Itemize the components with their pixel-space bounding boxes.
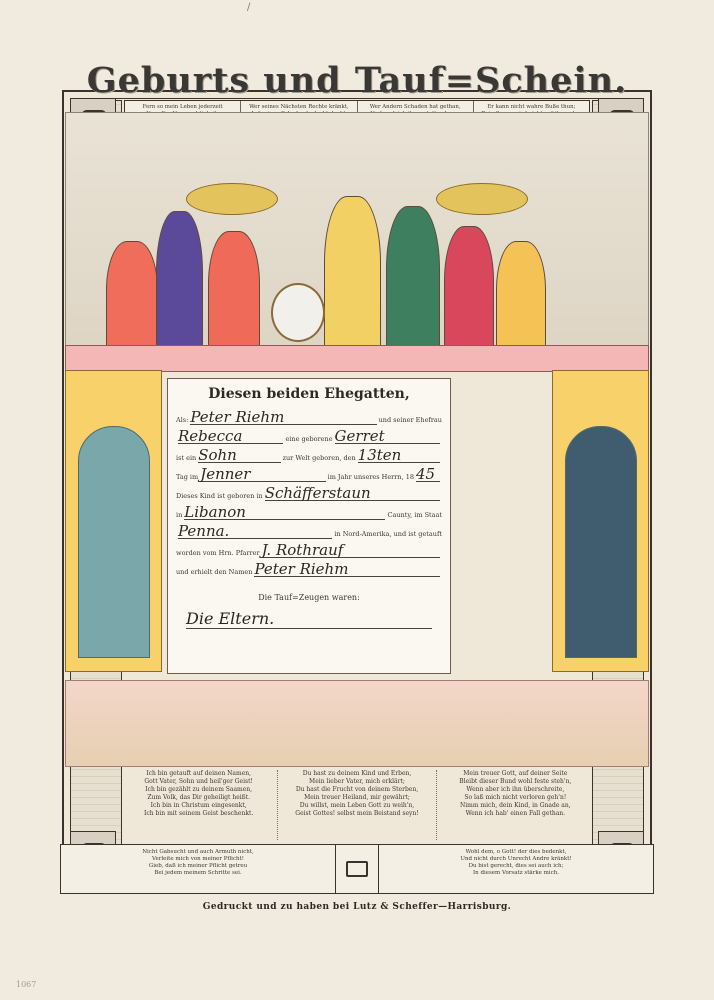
child-kind-field: Sohn <box>198 448 280 463</box>
line-date <box>176 467 442 482</box>
right-pillar <box>552 370 649 672</box>
page-title: Geburts und Tauf=Schein. <box>86 60 628 101</box>
father-field: Peter Riehm <box>190 410 376 425</box>
book-icon <box>335 845 379 893</box>
line-pastor <box>176 543 442 558</box>
apostles-illustration <box>65 112 649 364</box>
cartouche-right-icon <box>436 183 528 215</box>
lamb-medallion-icon <box>271 283 325 342</box>
l6-prefix: in <box>176 511 183 519</box>
line-mother <box>176 429 442 444</box>
moses-niche <box>565 426 637 658</box>
aaron-niche <box>78 426 150 658</box>
year-field: 45 <box>416 467 440 482</box>
bottom-verse-band <box>60 844 654 894</box>
cartouche-left-icon <box>186 183 278 215</box>
lintel <box>65 345 649 372</box>
band-left-verse: Nicht Gabsucht und auch Armuth nicht, Verleite mich von meiner Pflicht! Gieb, daß ich meiner Pflicht getreu Bei jedem meinem Schritte sei. <box>142 849 254 876</box>
day-field: 13ten <box>358 448 440 463</box>
l1-suffix: und seiner Ehefrau <box>378 416 442 424</box>
line-name <box>176 562 442 577</box>
apostle-figure <box>386 206 440 363</box>
l8-prefix: worden vom Hrn. Pfarrer <box>176 549 260 557</box>
l7-suffix: in Nord-Amerika, und ist getauft <box>334 530 442 538</box>
l9-prefix: und erhielt den Namen <box>176 568 253 576</box>
maiden-field: Gerret <box>335 429 440 444</box>
witness-field: Die Eltern. <box>186 610 432 629</box>
apostle-figure <box>444 226 494 363</box>
lower-scene <box>65 680 649 767</box>
county-field: Libanon <box>184 505 385 520</box>
l3-prefix: ist ein <box>176 454 197 462</box>
certificate-heading: Diesen beiden Ehegatten, <box>208 386 410 402</box>
top-verse-1: Fern so mein Leben jederzeit <box>125 101 241 143</box>
apostle-figure <box>208 231 260 363</box>
pastor-field: J. Rothrauf <box>262 543 440 558</box>
mother-field: Rebecca <box>178 429 283 444</box>
l4-prefix: Tag im <box>176 473 199 481</box>
line-town <box>176 486 442 501</box>
band-right-verse: Wohl dem, o Gott! der dies bedenkt, Und nicht durch Unrecht Andre kränkt! Du bist gerecht, dies sei auch ich; In diesem Vorsatz stärke mich. <box>460 849 572 876</box>
pencil-mark: 1067 <box>16 980 37 989</box>
bottom-verse-3: Mein treuer Gott, auf deiner Seite Bleibt dieser Bund wohl feste steh'n, Wenn aber ich ihn überschreite, So laß mich nicht verloren geh'n! Nimm mich, dein Kind, in Gnade an, Wenn ich hab' einen Fall gethan. <box>436 770 594 840</box>
state-field: Penna. <box>178 524 332 539</box>
open-book-icon <box>346 861 368 877</box>
township-field: Schäfferstaun <box>265 486 440 501</box>
l5-prefix: Dieses Kind ist geboren in <box>176 492 263 500</box>
bottom-verses <box>120 770 594 840</box>
bottom-verse-2: Du hast zu deinem Kind und Erben, Mein lieber Vater, mich erklärt; Du hast die Frucht von deinem Sterben, Mein treuer Heiland, mir gewährt; Du willst, mein Leben Gott zu weih'n, Geist Gottes! selbst mein Beistand seyn! <box>277 770 435 840</box>
top-verse-4: Er kann nicht wahre Buße thun; <box>487 104 576 110</box>
top-verse-3: Wer Andern Schaden hat gethan, <box>358 101 474 143</box>
left-pillar <box>65 370 162 672</box>
witness-title: Die Tauf=Zeugen waren: <box>258 593 360 602</box>
line-child <box>176 448 442 463</box>
l6-suffix: Caunty, im Staat <box>387 511 442 519</box>
apostle-figure <box>156 211 203 363</box>
bottom-verse-1: Ich bin getauft auf deinen Namen, Gott Vater, Sohn und heil'ger Geist! Ich bin gezählt zu deinem Saamen, Zum Volk, das Dir geheiligt heißt. Ich bin in Christum eingesenkt, Ich bin mit seinem Geist beschenkt. <box>144 770 254 817</box>
child-name-field: Peter Riehm <box>254 562 440 577</box>
l3-mid: zur Welt geboren, den <box>282 454 356 462</box>
certificate-panel <box>167 378 451 674</box>
corner-mark: / <box>247 2 251 13</box>
month-field: Jenner <box>200 467 325 482</box>
l1-prefix: Als: <box>176 416 189 424</box>
line-state <box>176 524 442 539</box>
l2-mid: eine geborene <box>285 435 333 443</box>
line-parents <box>176 410 442 425</box>
apostle-figure <box>324 196 381 363</box>
top-verse-2: Wer seines Nächsten Rechte kränkt, <box>241 101 357 143</box>
l4-mid: im Jahr unseres Herrn, 18 <box>327 473 414 481</box>
printer-imprint: Gedruckt und zu haben bei Lutz & Scheffer—Harrisburg. <box>202 902 512 912</box>
line-county <box>176 505 442 520</box>
